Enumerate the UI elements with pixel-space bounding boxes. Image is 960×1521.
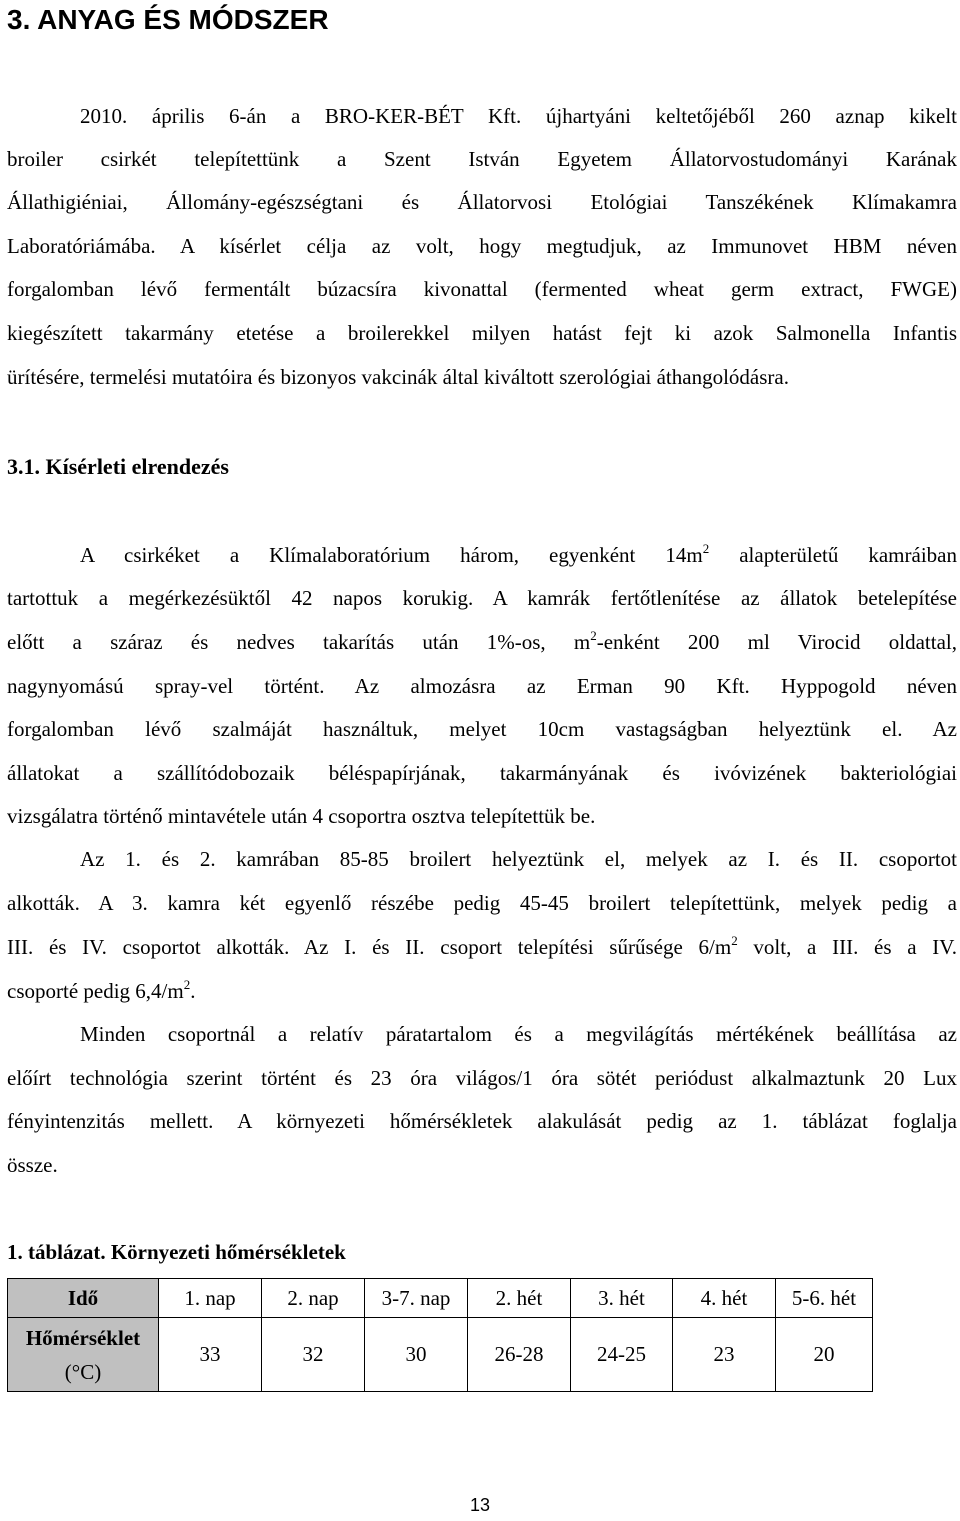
table-row <box>8 1279 873 1318</box>
temperature-cell: 24-25 <box>571 1318 673 1392</box>
table-row <box>8 1318 873 1392</box>
p1-line-4: nagynyomású spray-vel történt. Az almozásra az Erman 90 Kft. Hyppogold néven <box>7 674 957 698</box>
page-number: 13 <box>469 1495 491 1515</box>
period-cell: 3. hét <box>571 1279 673 1318</box>
period-cell: 1. nap <box>159 1279 262 1318</box>
temperature-cell: 20 <box>776 1318 873 1392</box>
intro-line-5: forgalomban lévő fermentált búzacsíra kivonattal (fermented wheat germ extract, FWGE) <box>7 277 957 301</box>
p1-line-5: forgalomban lévő szalmáját használtuk, melyet 10cm vastagságban helyeztünk el. Az <box>7 717 957 741</box>
temperature-cell: 32 <box>262 1318 365 1392</box>
intro-line-2: broiler csirkét telepítettünk a Szent István Egyetem Állatorvostudományi Karának <box>7 147 957 171</box>
header-temperature-label: Hőmérséklet <box>25 1325 141 1350</box>
period-cell: 3-7. nap <box>365 1279 468 1318</box>
intro-line-3: Állathigiéniai, Állomány-egészségtani és Állatorvosi Etológiai Tanszékének Klímakamra <box>7 190 957 214</box>
period-cell: 5-6. hét <box>776 1279 873 1318</box>
p2-line-1: Az 1. és 2. kamrában 85-85 broilert helyeztünk el, melyek az I. és II. csoportot <box>80 847 957 871</box>
p2-line-2: alkották. A 3. kamra két egyenlő részébe pedig 45-45 broilert telepítettünk, melyek pedig a <box>7 891 957 915</box>
temperature-cell: 23 <box>673 1318 776 1392</box>
p3-line-1: Minden csoportnál a relatív páratartalom és a megvilágítás mértékének beállítása az <box>80 1022 957 1046</box>
section-heading: 3.1. Kísérleti elrendezés <box>7 454 229 479</box>
temperature-cell: 30 <box>365 1318 468 1392</box>
period-cell: 2. nap <box>262 1279 365 1318</box>
header-time: Idő <box>8 1279 159 1318</box>
intro-line-6: kiegészített takarmány etetése a broilerekkel milyen hatást fejt ki azok Salmonella Infantis <box>7 321 957 345</box>
period-cell: 2. hét <box>468 1279 571 1318</box>
intro-line-7: ürítésére, termelési mutatóira és bizonyos vakcinák által kiváltott szerológiai áthangolódásra. <box>7 365 789 389</box>
period-cell: 4. hét <box>673 1279 776 1318</box>
p3-line-4: össze. <box>7 1153 58 1177</box>
p1-line-2: tartottuk a megérkezésüktől 42 napos korukig. A kamrák fertőtlenítése az állatok betelepítése <box>7 586 957 610</box>
p3-line-2: előírt technológia szerint történt és 23 óra világos/1 óra sötét periódust alkalmaztunk 20 Lux <box>7 1066 957 1090</box>
header-temperature-unit: (°C) <box>64 1359 102 1384</box>
p1-line-1: A csirkéket a Klímalaboratórium három, egyenként $14m^2$ alapterületű kamráiban <box>80 541 957 567</box>
chapter-heading: 3. ANYAG ÉS MÓDSZER <box>7 4 329 35</box>
header-temperature <box>8 1318 159 1392</box>
intro-line-1: 2010. április 6-án a BRO-KER-BÉT Kft. újhartyáni keltetőjéből 260 aznap kikelt <box>80 104 957 128</box>
p1-line-7: vizsgálatra történő mintavétele után 4 csoportra osztva telepítettük be. <box>7 804 596 828</box>
p2-line-3: III. és IV. csoportot alkották. Az I. és II. csoport telepítési sűrűsége $6/m^2$ volt, a III. és a IV. <box>7 933 957 959</box>
intro-line-4: Laboratóriámába. A kísérlet célja az volt, hogy megtudjuk, az Immunovet HBM néven <box>7 234 957 258</box>
temperature-cell: 33 <box>159 1318 262 1392</box>
p1-line-3: előtt a száraz és nedves takarítás után 1%-os, $m^2$-enként 200 ml Virocid oldattal, <box>7 628 957 654</box>
table-caption: 1. táblázat. Környezeti hőmérsékletek <box>7 1240 346 1264</box>
temperature-cell: 26-28 <box>468 1318 571 1392</box>
p3-line-3: fényintenzitás mellett. A környezeti hőmérsékletek alakulását pedig az 1. táblázat foglalja <box>7 1109 957 1133</box>
p1-line-6: állatokat a szállítódobozaik béléspapírjának, takarmányának és ivóvizének bakteriológiai <box>7 761 957 785</box>
temperature-table <box>7 1278 873 1392</box>
p2-line-4: csoporté pedig $6,4/m^2$. <box>7 977 196 1003</box>
